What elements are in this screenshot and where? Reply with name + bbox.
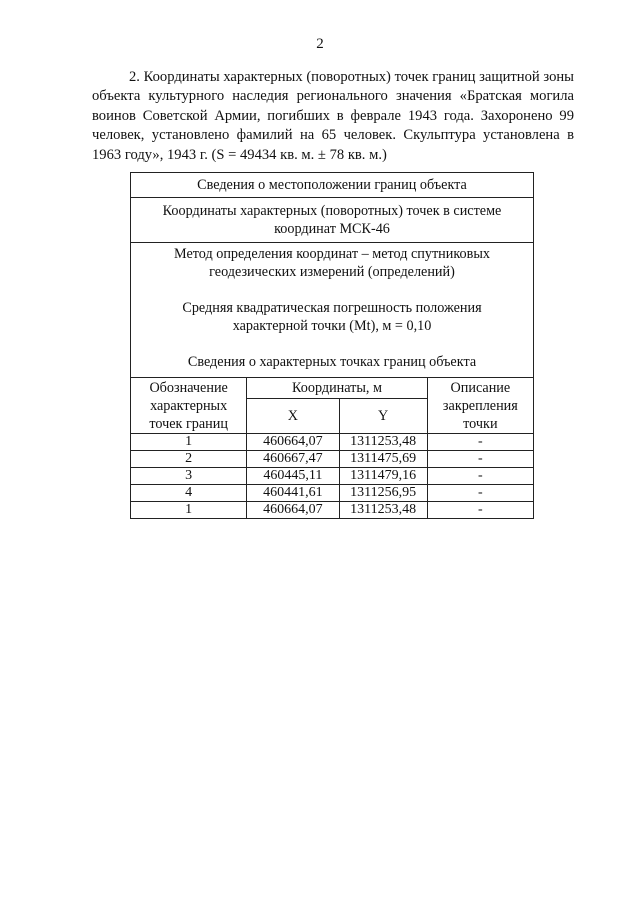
method-row xyxy=(131,243,534,378)
table-title-row xyxy=(131,173,534,198)
point-cell: 4 xyxy=(131,485,247,502)
header-coordinates: Координаты, м xyxy=(247,378,427,399)
y-cell: 1311253,48 xyxy=(339,502,427,519)
method-line-1: Метод определения координат – метод спутниковых xyxy=(174,246,490,262)
x-cell: 460441,61 xyxy=(247,485,339,502)
y-cell: 1311475,69 xyxy=(339,451,427,468)
header-y: Y xyxy=(339,399,427,434)
header-designation xyxy=(131,378,247,434)
error-line-2: характерной точки (Mt), м = 0,10 xyxy=(232,318,432,334)
header-description xyxy=(427,378,533,434)
x-cell: 460445,11 xyxy=(247,468,339,485)
header-designation-line-3: точек границ xyxy=(149,415,228,432)
method-cell xyxy=(131,243,534,378)
header-x: X xyxy=(247,399,339,434)
point-cell: 1 xyxy=(131,502,247,519)
table-title: Сведения о местоположении границ объекта xyxy=(131,173,534,198)
error-line-1: Средняя квадратическая погрешность положения xyxy=(182,300,482,316)
header-description-line-3: точки xyxy=(463,415,498,432)
table-row xyxy=(131,502,534,519)
x-cell: 460667,47 xyxy=(247,451,339,468)
y-cell: 1311479,16 xyxy=(339,468,427,485)
description-cell: - xyxy=(427,502,533,519)
y-cell: 1311256,95 xyxy=(339,485,427,502)
method-line-2: геодезических измерений (определений) xyxy=(209,264,455,280)
description-cell: - xyxy=(427,485,533,502)
coordinate-system-line-1: Координаты характерных (поворотных) точек в системе xyxy=(162,203,502,219)
points-caption: Сведения о характерных точках границ объекта xyxy=(187,354,477,370)
description-cell: - xyxy=(427,434,533,451)
header-designation-line-1: Обозначение xyxy=(149,379,228,396)
description-cell: - xyxy=(427,468,533,485)
table-row xyxy=(131,468,534,485)
table-row xyxy=(131,485,534,502)
header-description-line-1: Описание xyxy=(450,379,511,396)
header-designation-line-2: характерных xyxy=(150,397,228,414)
header-description-line-2: закрепления xyxy=(442,397,518,414)
coordinates-table xyxy=(130,172,534,519)
coordinate-system-cell xyxy=(131,198,534,243)
point-cell: 1 xyxy=(131,434,247,451)
point-cell: 2 xyxy=(131,451,247,468)
intro-paragraph: 2. Координаты характерных (поворотных) точек границ защитной зоны объекта культурного наследия регионального значения «Братская могила воинов Советской Армии, погибших в феврале 1943 года. Захоронено 99 человек, установлено фамилий на 65 человек. Скульптура установлена в 1963 году», 1943 г. (S = 49434 кв. м. ± 78 кв. м.) xyxy=(92,69,574,163)
column-header-row xyxy=(131,378,534,399)
table-body xyxy=(131,434,534,519)
description-cell: - xyxy=(427,451,533,468)
coordinate-system-line-2: координат МСК-46 xyxy=(274,221,390,237)
coordinate-system-row xyxy=(131,198,534,243)
table-row xyxy=(131,434,534,451)
y-cell: 1311253,48 xyxy=(339,434,427,451)
page-number: 2 xyxy=(316,36,324,52)
x-cell: 460664,07 xyxy=(247,502,339,519)
x-cell: 460664,07 xyxy=(247,434,339,451)
point-cell: 3 xyxy=(131,468,247,485)
table-row xyxy=(131,451,534,468)
